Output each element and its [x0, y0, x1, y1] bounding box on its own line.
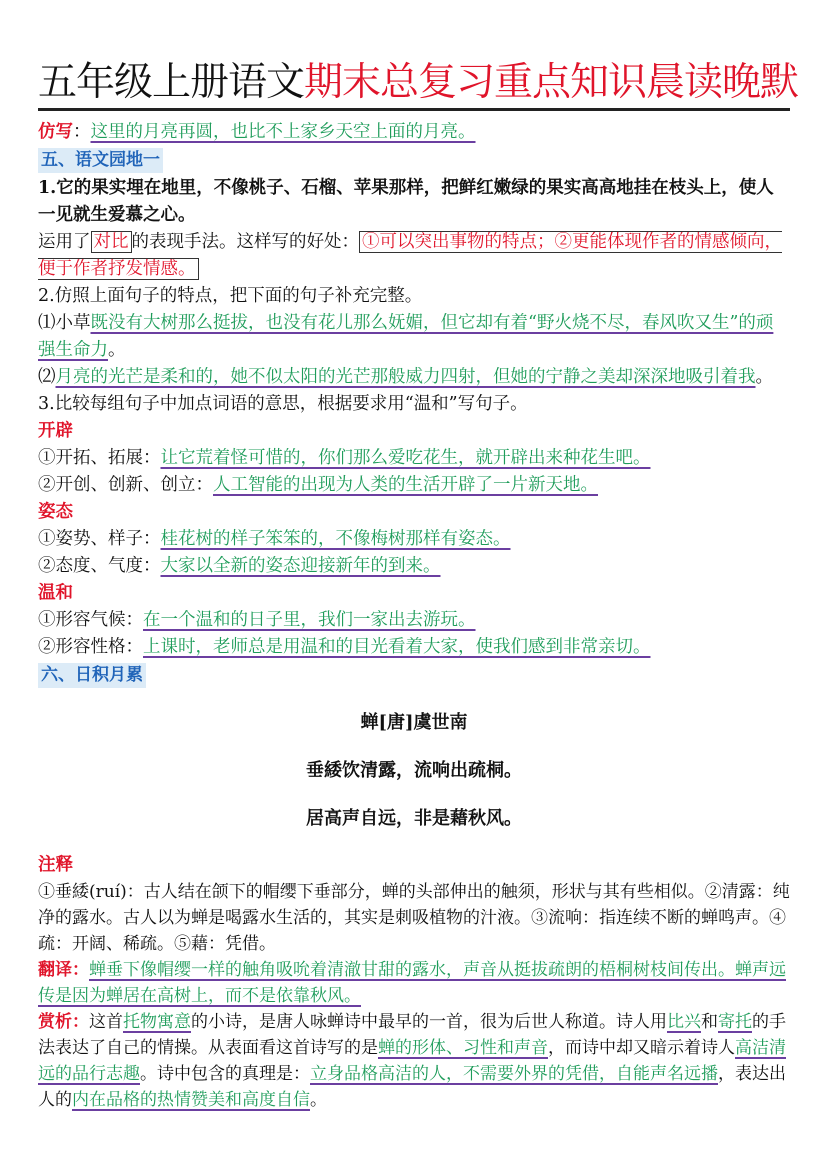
zitai-meaning-2 — [38, 553, 790, 580]
translation-label: 翻译： — [38, 960, 89, 980]
zitai-s2: 大家以全新的姿态迎接新年的到来。 — [160, 556, 441, 576]
q1-answer — [38, 229, 790, 283]
q2-stem: 2.仿照上面句子的特点，把下面的句子补充完整。 — [38, 286, 423, 306]
appreciation-g2: 比兴 — [667, 1012, 701, 1032]
wenhe-s1: 在一个温和的日子里，我们一家出去游玩。 — [143, 610, 476, 630]
appreciation — [38, 1009, 790, 1113]
translation-text: 蝉垂下像帽缨一样的触角吸吮着清澈甘甜的露水，声音从挺拔疏朗的梧桐树枝间传出。蝉声远传是因为蝉居在高树上，而不是依靠秋风。 — [38, 960, 786, 1006]
q2-s2-answer: 月亮的光芒是柔和的，她不似太阳的光芒那般威力四射，但她的宁静之美却深深地吸引着我 — [55, 367, 756, 387]
document-page — [38, 60, 799, 1113]
notes-label: 注释 — [38, 855, 73, 875]
q2-sentence-1 — [38, 310, 790, 364]
q1-answer-box: ①可以突出事物的特点；②更能体现作者的情感倾向，便于作者抒发情感。 — [38, 232, 782, 279]
appreciation-t6: 。诗中包含的真理是： — [140, 1064, 310, 1084]
appreciation-t3: 和 — [701, 1012, 718, 1032]
q1-answer-pre: 运用了 — [38, 232, 91, 252]
kaipi-meaning-1 — [38, 445, 790, 472]
wenhe-meaning-1 — [38, 607, 790, 634]
appreciation-t2: 的小诗，是唐人咏蝉诗中最早的一首，很为后世人称道。诗人用 — [191, 1012, 667, 1032]
q1-answer-mid: 的表现手法。这样写的好处： — [131, 232, 359, 252]
zitai-s1: 桂花树的样子笨笨的，不像梅树那样有姿态。 — [160, 529, 511, 549]
word-kaipi: 开辟 — [38, 421, 73, 441]
poem-line-2: 居高声自远，非是藉秋风。 — [306, 808, 522, 829]
section-5-heading: 五、语文园地一 — [38, 148, 163, 173]
appreciation-t5: ，而诗中却又暗示着诗人 — [548, 1038, 735, 1058]
translation — [38, 957, 790, 1009]
wenhe-s2: 上课时，老师总是用温和的目光看着大家，使我们感到非常亲切。 — [143, 637, 651, 657]
kaipi-m2: ②开创、创新、创立： — [38, 475, 213, 495]
appreciation-label: 赏析： — [38, 1012, 89, 1032]
fangxie-line — [38, 119, 790, 146]
fangxie-text: 这里的月亮再圆，也比不上家乡天空上面的月亮。 — [90, 122, 476, 142]
word-wenhe: 温和 — [38, 583, 73, 603]
zitai-meaning-1 — [38, 526, 790, 553]
notes-text: ①垂緌(ruí)：古人结在颌下的帽缨下垂部分，蝉的头部伸出的触须，形状与其有些相似。②清露：纯净的露水。古人以为蝉是喝露水生活的，其实是刺吸植物的汁液。③流响：指连续不断的蝉鸣声。④疏：开阔、稀疏。⑤藉：凭借。 — [38, 882, 790, 954]
title-black: 五年级上册语文 — [38, 60, 305, 105]
appreciation-g6: 立身品格高洁的人，不需要外界的凭借，自能声名远播 — [310, 1064, 718, 1084]
kaipi-s2: 人工智能的出现为人类的生活开辟了一片新天地。 — [213, 475, 598, 495]
appreciation-g4: 蝉的形体、习性和声音 — [378, 1038, 548, 1058]
q2-sentence-2 — [38, 364, 790, 391]
q3-stem: 3.比较每组句子中加点词语的意思，根据要求用“温和”写句子。 — [38, 394, 528, 414]
q1-answer-key: 对比 — [91, 231, 132, 253]
wenhe-m2: ②形容性格： — [38, 637, 143, 657]
appreciation-g1: 托物寓意 — [123, 1012, 191, 1032]
appreciation-t4: 的手法表达了自己的情操。从表面看这首诗写的是 — [38, 1012, 786, 1058]
poem-line-1: 垂緌饮清露，流响出疏桐。 — [306, 760, 522, 781]
kaipi-s1: 让它荒着怪可惜的，你们那么爱吃花生，就开辟出来种花生吧。 — [160, 448, 651, 468]
q2-s2-pre: ⑵ — [38, 367, 56, 387]
title-red: 期末总复习重点知识晨读晚默 — [304, 60, 799, 105]
zitai-m1: ①姿势、样子： — [38, 529, 161, 549]
q2-s1-answer: 既没有大树那么挺拔，也没有花儿那么妩媚，但它却有着“野火烧不尽，春风吹又生”的顽强生命力 — [38, 313, 774, 360]
page-title — [38, 60, 799, 111]
appreciation-g7: 内在品格的热情赞美和高度自信 — [72, 1090, 310, 1110]
wenhe-meaning-2 — [38, 634, 790, 661]
appreciation-t1: 这首 — [89, 1012, 123, 1032]
fangxie-label: 仿写 — [38, 122, 73, 142]
wenhe-m1: ①形容气候： — [38, 610, 143, 630]
fangxie-colon: ： — [73, 122, 91, 142]
zitai-m2: ②态度、气度： — [38, 556, 161, 576]
q2-s2-end: 。 — [755, 367, 773, 387]
poem-title: 蝉[唐]虞世南 — [360, 712, 468, 733]
kaipi-m1: ①开拓、拓展： — [38, 448, 161, 468]
appreciation-g5: 高洁清远的品行志趣 — [38, 1038, 786, 1084]
q2-s1-pre: ⑴小草 — [38, 313, 91, 333]
q1-stem: 1.它的果实埋在地里，不像桃子、石榴、苹果那样，把鲜红嫩绿的果实高高地挂在枝头上，使人一见就生爱慕之心。 — [38, 178, 774, 225]
appreciation-t7: ，表达出人的 — [38, 1064, 786, 1110]
word-zitai: 姿态 — [38, 502, 73, 522]
q2-s1-end: 。 — [108, 340, 126, 360]
section-6-heading: 六、日积月累 — [38, 663, 146, 688]
appreciation-t8: 。 — [310, 1090, 327, 1110]
appreciation-g3: 寄托 — [718, 1012, 752, 1032]
kaipi-meaning-2 — [38, 472, 790, 499]
